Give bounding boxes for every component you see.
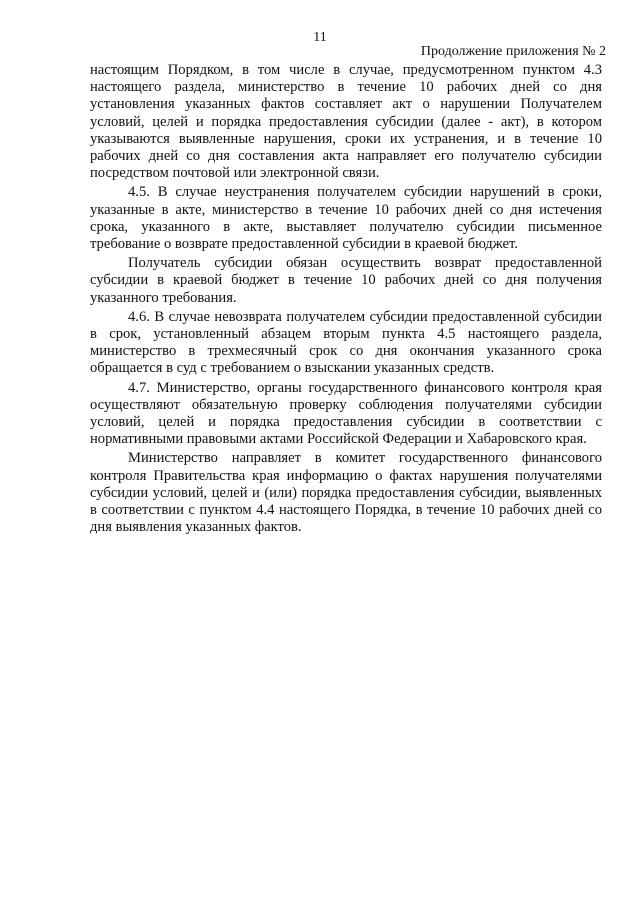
- paragraph-continuation: настоящим Порядком, в том числе в случае, предусмотренном пунктом 4.3 настоящего раздела, министерство в течение 10 рабочих дней со дня установления указанных фактов составляет акт о нарушении Получателем условий, целей и порядка предоставления субсидии (далее - акт), в котором указываются выявленные нарушения, сроки их устранения, и в течение 10 рабочих дней со дня составления акта направляет его получателю субсидии посредством почтовой или электронной связи.: [90, 62, 602, 182]
- paragraph-ministry-reporting: Министерство направляет в комитет государственного финансового контроля Правительства края информацию о фактах нарушения получателями субсидии условий, целей и (или) порядка предоставления субсидии, выявленных в соответствии с пунктом 4.4 настоящего Порядка, в течение 10 рабочих дней со дня выявления указанных фактов.: [90, 450, 602, 536]
- paragraph-4-7: 4.7. Министерство, органы государственного финансового контроля края осуществляют обязательную проверку соблюдения получателями субсидии условий, целей и порядка предоставления субсидии в соответствии с нормативными правовыми актами Российской Федерации и Хабаровского края.: [90, 379, 602, 448]
- paragraph-refund-obligation: Получатель субсидии обязан осуществить возврат предоставленной субсидии в краевой бюджет в течение 10 рабочих дней со дня получения указанного требования.: [90, 255, 602, 306]
- paragraph-4-6: 4.6. В случае невозврата получателем субсидии предоставленной субсидии в срок, установленный абзацем вторым пункта 4.5 настоящего раздела, министерство в трехмесячный срок со дня окончания указанного срока обращается в суд с требованием о взыскании указанных средств.: [90, 308, 602, 377]
- appendix-continuation-note: Продолжение приложения № 2: [420, 44, 606, 59]
- page-number: 11: [313, 30, 327, 45]
- document-body: [90, 62, 602, 536]
- paragraph-4-5: 4.5. В случае неустранения получателем субсидии нарушений в сроки, указанные в акте, министерство в течение 10 рабочих дней со дня истечения срока, указанного в акте, выставляет получателю субсидии письменное требование о возврате предоставленной субсидии в краевой бюджет.: [90, 184, 602, 253]
